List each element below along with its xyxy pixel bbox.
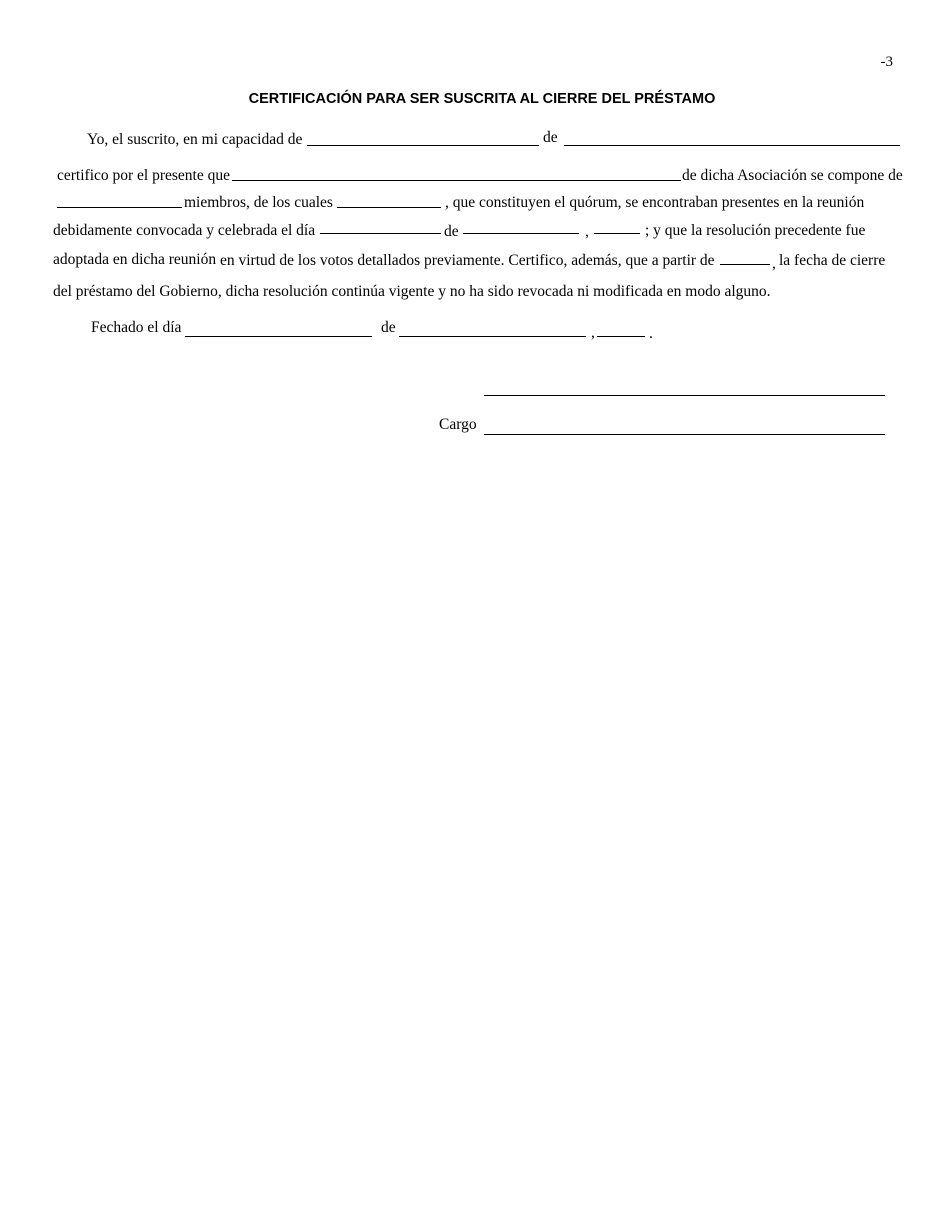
- page-number: -3: [880, 54, 893, 70]
- dated-month-field[interactable]: [399, 336, 586, 337]
- dated-day-field[interactable]: [185, 336, 372, 337]
- closing-date-text: la fecha de cierre: [779, 252, 886, 269]
- association-label: de dicha Asociación se compone de: [682, 167, 903, 184]
- meeting-date-label: debidamente convocada y celebrada el día: [53, 222, 316, 239]
- organization-field[interactable]: [564, 145, 900, 146]
- effective-date-field[interactable]: [720, 264, 770, 265]
- adopted-text: adoptada en dicha reunión: [53, 251, 217, 268]
- meeting-year-field[interactable]: [594, 233, 640, 234]
- of-label-2: de: [444, 223, 459, 240]
- dated-comma: ,: [591, 324, 595, 341]
- meeting-day-field[interactable]: [320, 233, 441, 234]
- comma-1: ,: [585, 223, 589, 240]
- signature-field[interactable]: [484, 395, 885, 396]
- loan-text: del préstamo del Gobierno, dicha resolución continúa vigente y no ha sido revocada ni modificada en modo alguno.: [53, 283, 771, 300]
- members-count-field[interactable]: [57, 207, 182, 208]
- dated-label: Fechado el día: [91, 319, 182, 336]
- cargo-field[interactable]: [484, 434, 885, 435]
- comma-2: ,: [772, 255, 776, 272]
- dated-of-label: de: [381, 319, 396, 336]
- resolution-text: ; y que la resolución precedente fue: [645, 222, 866, 239]
- dated-period: .: [649, 325, 653, 342]
- capacity-field[interactable]: [307, 145, 539, 146]
- quorum-text: , que constituyen el quórum, se encontraban presentes en la reunión: [445, 194, 865, 211]
- cargo-label: Cargo: [439, 416, 477, 433]
- present-count-field[interactable]: [337, 207, 441, 208]
- members-label: miembros, de los cuales: [184, 194, 333, 211]
- board-name-field[interactable]: [232, 180, 681, 181]
- capacity-label: Yo, el suscrito, en mi capacidad de: [87, 131, 303, 148]
- meeting-month-field[interactable]: [463, 233, 579, 234]
- of-label-1: de: [543, 129, 558, 146]
- dated-year-field[interactable]: [597, 336, 645, 337]
- votes-text: en virtud de los votos detallados previamente. Certifico, además, que a partir de: [220, 252, 715, 269]
- page-title: CERTIFICACIÓN PARA SER SUSCRITA AL CIERRE DEL PRÉSTAMO: [248, 91, 716, 107]
- certify-label: certifico por el presente que: [57, 167, 230, 184]
